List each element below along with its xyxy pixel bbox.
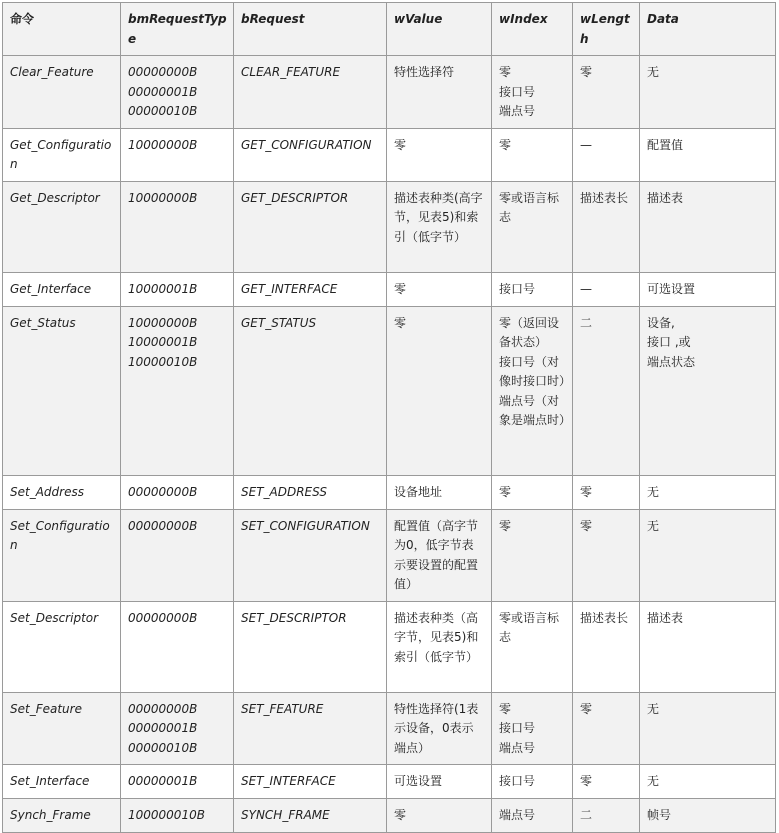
header-windex: wIndex <box>492 3 573 56</box>
cell-command: Get_Descriptor <box>3 181 121 272</box>
cell-wvalue: 零 <box>387 799 492 833</box>
cell-windex <box>492 272 573 306</box>
cell-bmrequesttype-line: 100000010B <box>128 808 205 822</box>
table-row <box>3 306 776 475</box>
cell-bmrequesttype <box>121 56 234 129</box>
table-row <box>3 181 776 272</box>
header-bmrequesttype: bmRequestType <box>121 3 234 56</box>
cell-windex-line: 接口号 <box>499 84 536 99</box>
cell-bmrequesttype <box>121 475 234 509</box>
cell-data-line: 无 <box>647 484 660 499</box>
cell-bmrequesttype-line: 00000000B <box>128 610 198 625</box>
cell-command: Set_Address <box>3 475 121 509</box>
cell-windex <box>492 181 573 272</box>
cell-brequest: SET_CONFIGURATION <box>234 509 387 601</box>
cell-windex-line: 零 <box>499 65 512 79</box>
cell-windex <box>492 128 573 181</box>
cell-bmrequesttype-line: 10000001B <box>128 335 198 349</box>
cell-command: Get_Status <box>3 306 121 475</box>
cell-data <box>640 475 776 509</box>
usb-standard-requests-table <box>2 2 776 833</box>
cell-bmrequesttype <box>121 181 234 272</box>
table-row <box>3 601 776 692</box>
cell-wlength: — <box>573 272 640 306</box>
cell-data-line: 配置值 <box>647 137 684 152</box>
cell-command: Synch_Frame <box>3 799 121 833</box>
cell-bmrequesttype <box>121 509 234 601</box>
cell-brequest: GET_CONFIGURATION <box>234 128 387 181</box>
cell-data-line: 可选设置 <box>647 281 696 296</box>
cell-windex-line: 零或语言标志 <box>499 610 560 644</box>
cell-bmrequesttype <box>121 601 234 692</box>
cell-bmrequesttype-line: 00000000B <box>128 484 198 499</box>
cell-brequest: SET_ADDRESS <box>234 475 387 509</box>
cell-brequest: SET_DESCRIPTOR <box>234 601 387 692</box>
cell-wlength: 零 <box>573 475 640 509</box>
cell-windex <box>492 56 573 129</box>
cell-data <box>640 509 776 601</box>
cell-windex-line: 接口号 <box>499 774 536 788</box>
cell-data <box>640 601 776 692</box>
header-data: Data <box>640 3 776 56</box>
cell-command: Clear_Feature <box>3 56 121 129</box>
cell-data-line: 帧号 <box>647 808 672 822</box>
cell-brequest: SET_INTERFACE <box>234 765 387 799</box>
cell-windex-line: 接口号 <box>499 721 536 735</box>
cell-data <box>640 765 776 799</box>
cell-data <box>640 799 776 833</box>
cell-wvalue: 零 <box>387 306 492 475</box>
table-row <box>3 765 776 799</box>
cell-command: Get_Configuration <box>3 128 121 181</box>
cell-windex-line: 零 <box>499 701 512 716</box>
cell-brequest: SYNCH_FRAME <box>234 799 387 833</box>
cell-bmrequesttype-line: 00000000B <box>128 518 198 533</box>
cell-wlength: 零 <box>573 509 640 601</box>
cell-windex-line: 接口号 <box>499 281 536 296</box>
cell-command: Set_Descriptor <box>3 601 121 692</box>
cell-brequest: GET_DESCRIPTOR <box>234 181 387 272</box>
cell-wvalue: 描述表种类（高字节，见表5)和索引（低字节） <box>387 601 492 692</box>
cell-windex <box>492 601 573 692</box>
table-row <box>3 692 776 765</box>
header-wvalue: wValue <box>387 3 492 56</box>
cell-windex-line: 接口号（对像时接口时） <box>499 354 572 388</box>
table-row <box>3 56 776 129</box>
cell-bmrequesttype-line: 00000001B <box>128 721 198 735</box>
table-row <box>3 799 776 833</box>
cell-bmrequesttype-line: 00000000B <box>128 701 198 716</box>
cell-command: Set_Interface <box>3 765 121 799</box>
cell-wlength: 二 <box>573 799 640 833</box>
cell-windex-line: 零 <box>499 484 512 499</box>
cell-wlength: 零 <box>573 692 640 765</box>
cell-bmrequesttype <box>121 272 234 306</box>
cell-brequest: GET_STATUS <box>234 306 387 475</box>
cell-windex-line: 端点号 <box>499 808 536 822</box>
table-row <box>3 475 776 509</box>
cell-wlength: 描述表长 <box>573 181 640 272</box>
cell-bmrequesttype <box>121 306 234 475</box>
cell-bmrequesttype-line: 00000001B <box>128 84 198 99</box>
cell-windex <box>492 692 573 765</box>
cell-windex-line: 零 <box>499 137 512 152</box>
cell-bmrequesttype-line: 10000010B <box>128 354 198 369</box>
cell-wvalue: 特性选择符 <box>387 56 492 129</box>
cell-wvalue: 零 <box>387 272 492 306</box>
table-row <box>3 509 776 601</box>
cell-wvalue: 配置值（高字节为0，低字节表示要设置的配置值） <box>387 509 492 601</box>
cell-bmrequesttype <box>121 799 234 833</box>
cell-bmrequesttype-line: 00000010B <box>128 740 198 755</box>
header-brequest: bRequest <box>234 3 387 56</box>
cell-bmrequesttype <box>121 692 234 765</box>
cell-wvalue: 零 <box>387 128 492 181</box>
cell-windex <box>492 306 573 475</box>
cell-windex <box>492 475 573 509</box>
cell-windex-line: 端点号 <box>499 740 536 755</box>
cell-bmrequesttype <box>121 128 234 181</box>
cell-data-line: 描述表 <box>647 190 684 205</box>
cell-brequest: GET_INTERFACE <box>234 272 387 306</box>
table-row <box>3 272 776 306</box>
cell-wvalue: 设备地址 <box>387 475 492 509</box>
table-row <box>3 128 776 181</box>
cell-data-line: 无 <box>647 65 660 79</box>
cell-data-line: 接口 ,或 <box>647 335 691 349</box>
header-command: 命令 <box>3 3 121 56</box>
cell-data <box>640 56 776 129</box>
cell-data <box>640 128 776 181</box>
table-body <box>3 56 776 833</box>
cell-windex <box>492 799 573 833</box>
cell-bmrequesttype-line: 10000000B <box>128 315 198 330</box>
cell-wlength: 二 <box>573 306 640 475</box>
cell-wvalue: 可选设置 <box>387 765 492 799</box>
cell-command: Get_Interface <box>3 272 121 306</box>
cell-command: Set_Configuration <box>3 509 121 601</box>
cell-data-line: 无 <box>647 774 660 788</box>
cell-wlength: 零 <box>573 765 640 799</box>
cell-data-line: 描述表 <box>647 610 684 625</box>
cell-bmrequesttype-line: 10000000B <box>128 137 198 152</box>
cell-data-line: 无 <box>647 518 660 533</box>
cell-bmrequesttype-line: 00000001B <box>128 774 198 788</box>
cell-windex <box>492 765 573 799</box>
cell-windex-line: 零（返回设备状态） <box>499 315 560 349</box>
cell-windex-line: 零或语言标志 <box>499 190 560 224</box>
cell-bmrequesttype-line: 10000000B <box>128 190 198 205</box>
cell-brequest: CLEAR_FEATURE <box>234 56 387 129</box>
cell-wlength: 零 <box>573 56 640 129</box>
cell-windex-line: 端点号（对象是端点时） <box>499 393 572 427</box>
cell-data <box>640 272 776 306</box>
cell-wlength: — <box>573 128 640 181</box>
cell-windex <box>492 509 573 601</box>
cell-windex-line: 端点号 <box>499 104 536 118</box>
cell-data <box>640 692 776 765</box>
cell-windex-line: 零 <box>499 518 512 533</box>
cell-data-line: 设备, <box>647 315 675 330</box>
cell-wvalue: 特性选择符(1表示设备，0表示端点） <box>387 692 492 765</box>
cell-wvalue: 描述表种类(高字节，见表5)和索引（低字节） <box>387 181 492 272</box>
header-wlength: wLength <box>573 3 640 56</box>
cell-bmrequesttype-line: 00000010B <box>128 104 198 118</box>
cell-data <box>640 306 776 475</box>
cell-bmrequesttype <box>121 765 234 799</box>
cell-bmrequesttype-line: 10000001B <box>128 281 198 296</box>
cell-brequest: SET_FEATURE <box>234 692 387 765</box>
cell-bmrequesttype-line: 00000000B <box>128 65 198 79</box>
cell-command: Set_Feature <box>3 692 121 765</box>
cell-data-line: 无 <box>647 701 660 716</box>
cell-wlength: 描述表长 <box>573 601 640 692</box>
table-header-row <box>3 3 776 56</box>
cell-data <box>640 181 776 272</box>
cell-data-line: 端点状态 <box>647 354 696 369</box>
